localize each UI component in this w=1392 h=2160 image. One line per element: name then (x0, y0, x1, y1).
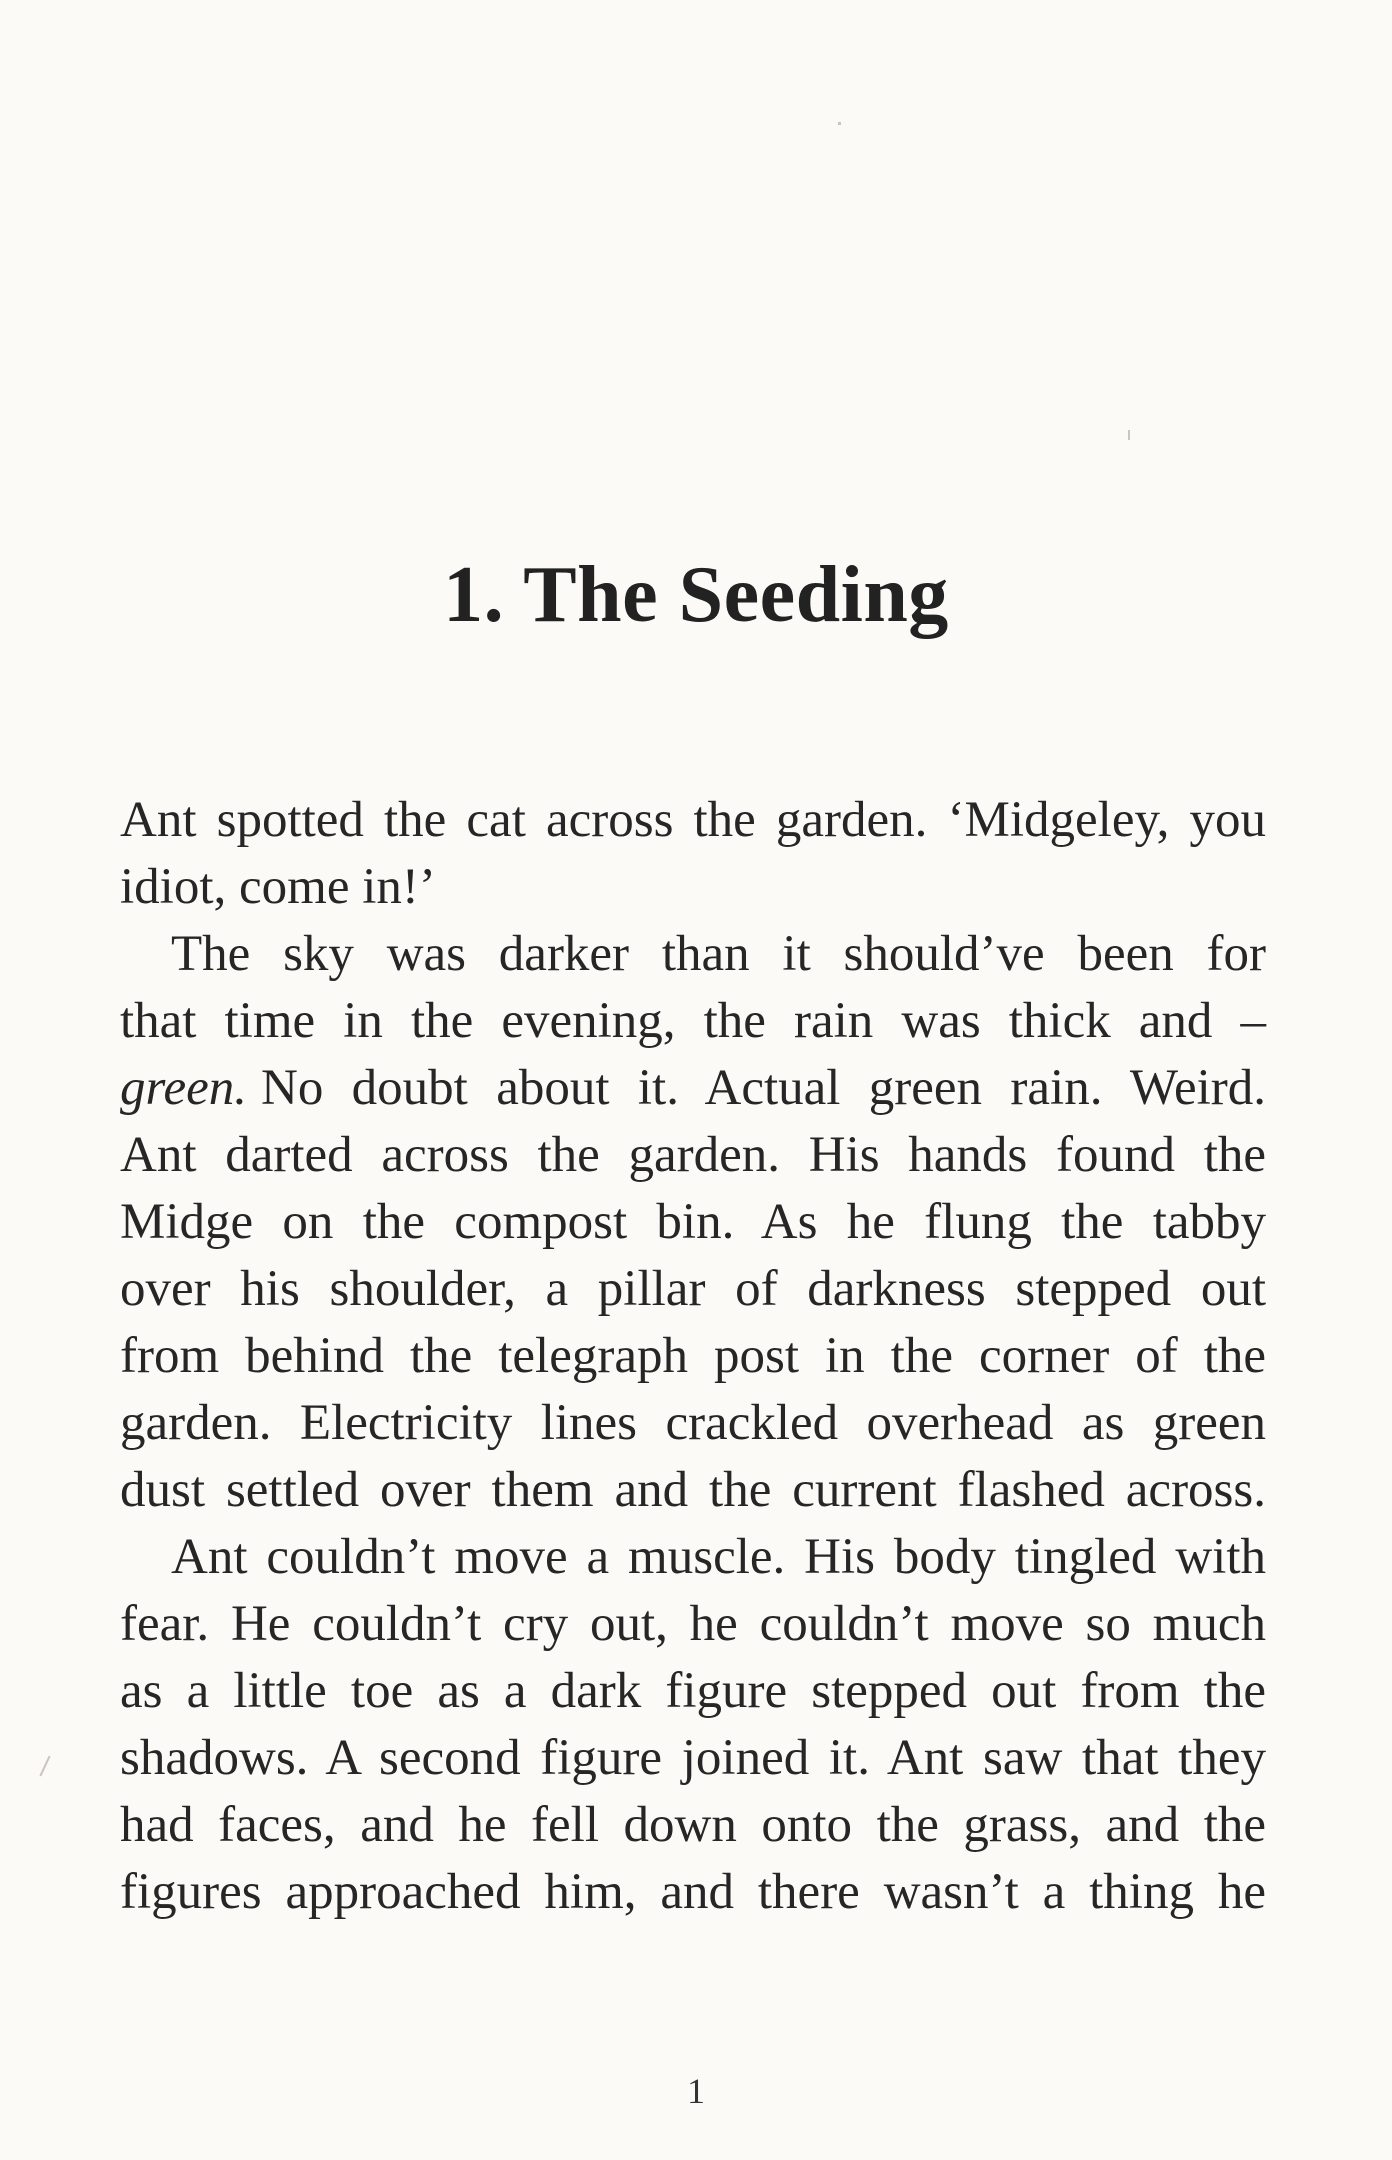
text-line: Ant spotted the cat across the garden. ‘Midgeley, you (120, 792, 1266, 848)
text-line: that time in the evening, the rain was thick and – (120, 993, 1266, 1049)
text-line: shadows. A second figure joined it. Ant saw that they (120, 1730, 1266, 1786)
text-line: over his shoulder, a pillar of darkness stepped out (120, 1261, 1266, 1317)
text-line: garden. Electricity lines crackled overhead as green (120, 1395, 1266, 1451)
text-line: from behind the telegraph post in the corner of the (120, 1328, 1266, 1384)
text-line-mixed (120, 1055, 1266, 1122)
page-number: 1 (687, 2071, 705, 2111)
text-line: figures approached him, and there wasn’t a thing he (120, 1864, 1266, 1920)
text-line-rest: No doubt about it. Actual green rain. Weird. (260, 1060, 1266, 1116)
text-line: as a little toe as a dark figure stepped out from the (120, 1663, 1266, 1719)
text-line: Ant darted across the garden. His hands found the (120, 1127, 1266, 1183)
scan-speck (838, 122, 841, 125)
scan-speck (39, 1756, 50, 1777)
scan-speck (1128, 430, 1130, 440)
text-line: The sky was darker than it should’ve been for (171, 926, 1266, 982)
text-line: Ant couldn’t move a muscle. His body tingled with (171, 1529, 1266, 1585)
text-line: idiot, come in!’ (120, 859, 436, 915)
body-text (120, 787, 1266, 1926)
text-line: had faces, and he fell down onto the grass, and the (120, 1797, 1266, 1853)
text-line: Midge on the compost bin. As he flung the tabby (120, 1194, 1266, 1250)
emphasized-word: green. (120, 1060, 247, 1116)
text-line: dust settled over them and the current flashed across. (120, 1462, 1266, 1518)
chapter-title: 1. The Seeding (443, 551, 949, 639)
text-line: fear. He couldn’t cry out, he couldn’t move so much (120, 1596, 1266, 1652)
